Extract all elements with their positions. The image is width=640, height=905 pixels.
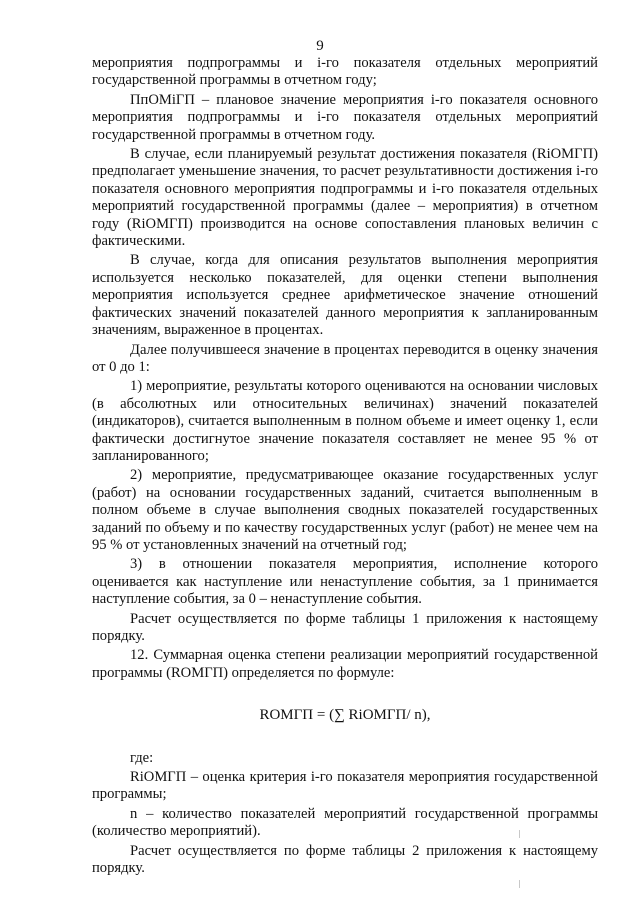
formula: RОМГП = (∑ RiОМГП/ n), xyxy=(259,707,431,724)
page-number: 9 xyxy=(316,38,324,54)
paragraph-table-1-reference: Расчет осуществляется по форме таблицы 1 приложения к настоящему порядку. xyxy=(92,610,598,644)
scan-mark xyxy=(519,880,520,888)
where-label: где: xyxy=(130,749,154,766)
definition-n: n – количество показателей мероприятий государственной программы (количество мероприятий). xyxy=(92,805,598,840)
list-item-1: 1) мероприятие, результаты которого оцениваются на основании числовых (в абсолютных или относительных величинах) значений показателей (индикаторов), считается выполненным в полном объеме и имеет оценку 1, если фактически достигнутое значение показателя составляет не менее 95 % от запланированного; xyxy=(92,378,598,464)
paragraph-multiple-indicators: В случае, когда для описания результатов выполнения мероприятия используется несколько показателей, для оценки степени выполнения мероприятия используется среднее арифметическое значение отношений фактических значений показателей данного мероприятия к запланированным значениям, выраженное в процентах. xyxy=(92,252,598,339)
paragraph-table-2-reference: Расчет осуществляется по форме таблицы 2 приложения к настоящему порядку. xyxy=(92,842,598,877)
document-body xyxy=(92,55,598,879)
paragraph-score-conversion: Далее получившееся значение в процентах переводится в оценку значения от 0 до 1: xyxy=(92,341,598,375)
paragraph-continuation: мероприятия подпрограммы и i-го показателя отдельных мероприятий государственной программы в отчетном году; xyxy=(92,55,598,89)
paragraph-section-12: 12. Суммарная оценка степени реализации мероприятий государственной программы (RОМГП) определяется по формуле: xyxy=(92,647,598,681)
scan-mark xyxy=(519,830,520,838)
paragraph-decrease-case: В случае, если планируемый результат достижения показателя (RiОМГП) предполагает уменьшение значения, то расчет результативности достижения i-го показателя основного мероприятия подпрограммы и i-го показателя отдельных мероприятий государственной программы (далее – мероприятия) в отчетном году (RiОМГП) производится на основе сопоставления плановых величин с фактическими. xyxy=(92,146,598,250)
paragraph-plan-value-definition: ПпОМiГП – плановое значение мероприятия i-го показателя основного мероприятия подпрограммы и i-го показателя отдельных мероприятий государственной программы в отчетном году. xyxy=(92,91,598,143)
definition-riomgp: RiОМГП – оценка критерия i-го показателя мероприятия государственной программы; xyxy=(92,769,598,803)
list-item-3: 3) в отношении показателя мероприятия, исполнение которого оценивается как наступление или ненаступление события, за 1 принимается наступление события, за 0 – ненаступление события. xyxy=(92,556,598,608)
list-item-2: 2) мероприятие, предусматривающее оказание государственных услуг (работ) на основании государственных заданий, считается выполненным в полном объеме в случае выполнения сводных показателей государственных заданий по объему и по качеству государственных услуг (работ) не менее чем на 95 % от установленных значений на отчетный год; xyxy=(92,467,598,553)
